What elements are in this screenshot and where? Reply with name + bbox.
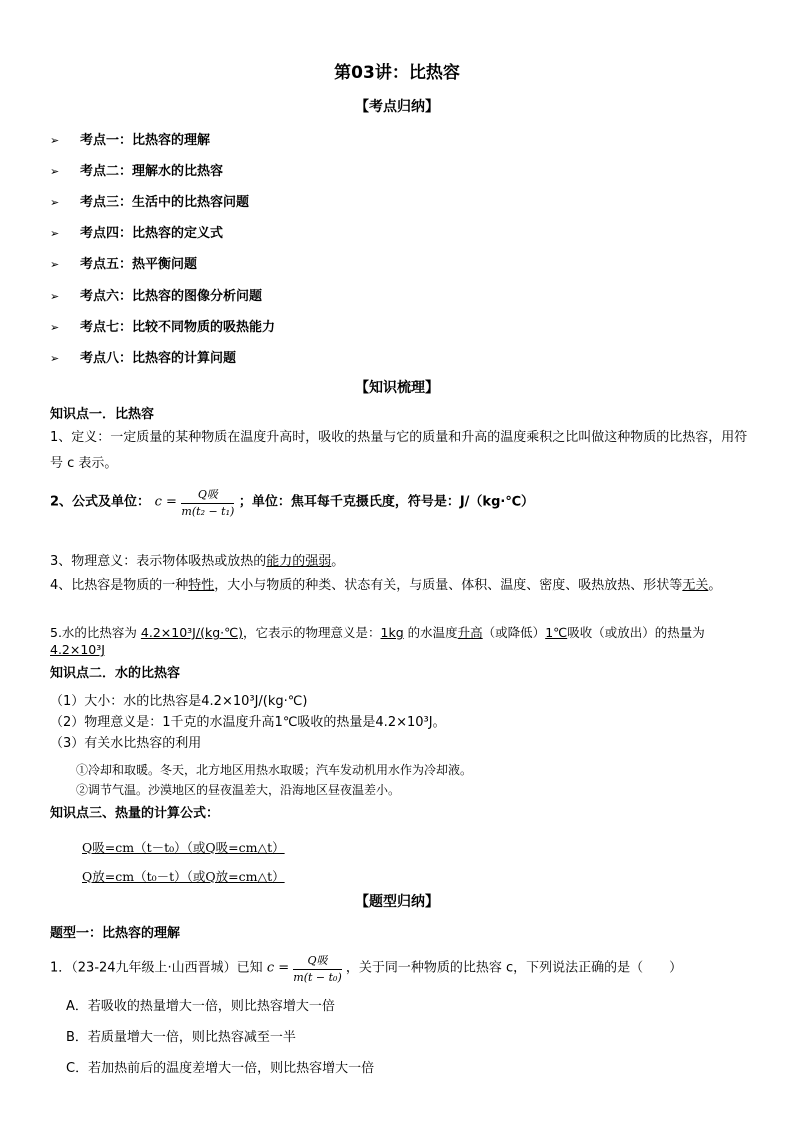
water-text-c: 的水温度 [403,625,458,640]
knowledge-point-2-heading: 知识点二．水的比热容 [50,666,181,681]
bullet-arrow-icon: ➢ [50,165,60,178]
question-1-numerator: Q吸 [293,952,341,970]
water-underlined-rise: 升高 [457,625,483,640]
water-meaning-line: （2）物理意义是：1千克的水温度升高1℃吸收的热量是4.2×10³J。 [50,715,446,730]
water-use-heading: （3）有关水比热容的利用 [50,736,202,751]
formula-line [50,486,534,518]
page-title: 第03讲：比热容 [334,63,460,83]
meaning-underlined: 能力的强弱 [266,554,332,569]
fraction-denominator: m(t₂ − t₁) [181,505,235,518]
kaodian-item-label: 考点五：热平衡问题 [80,257,198,272]
formula-unit: ；单位：焦耳每千克摄氏度，符号是：J/（kg·℃） [238,494,535,510]
bullet-arrow-icon: ➢ [50,352,60,365]
section-tixing-heading: 【题型归纳】 [355,894,439,910]
section-zhishi-heading: 【知识梳理】 [355,380,439,396]
question-1-denominator: m(t − t₀) [293,971,342,984]
water-underlined-degree: 1℃ [545,625,568,640]
bullet-arrow-icon: ➢ [50,227,60,240]
kaodian-item [50,285,262,304]
kaodian-item [50,191,249,210]
question-1 [50,952,682,984]
meaning-text: 3、物理意义：表示物体吸热或放热的 [50,554,267,569]
kaodian-item [50,253,197,272]
kaodian-item [50,160,223,179]
question-1-lhs: c = [266,960,290,976]
heat-released-formula: Q放=cm（t₀－t）（或Q放=cm△t） [82,869,285,884]
kaodian-item [50,129,210,148]
water-underlined-value: 4.2×10³J/(kg·℃) [140,625,244,640]
property-paragraph [50,575,750,597]
water-text-a: 5.水的比热容为 [50,625,141,640]
bullet-arrow-icon: ➢ [50,134,60,147]
question-type-1-heading: 题型一：比热容的理解 [50,926,181,941]
property-text-a: 4、比热容是物质的一种 [50,578,189,593]
question-1-fraction [293,952,341,984]
water-text-e: 吸收（或放出）的热量为 [567,625,705,640]
water-specific-heat-paragraph [50,624,750,658]
specific-heat-fraction [181,486,234,518]
bullet-arrow-icon: ➢ [50,290,60,303]
bullet-arrow-icon: ➢ [50,258,60,271]
property-underlined-irrelevant: 无关 [682,578,709,593]
knowledge-point-1-heading: 知识点一．比热容 [50,407,155,422]
kaodian-item [50,347,236,366]
water-underlined-mass: 1kg [380,625,404,640]
physical-meaning-line [50,550,344,569]
option-a: A．若吸收的热量增大一倍，则比热容增大一倍 [66,999,335,1014]
heat-absorbed-formula: Q吸=cm（t－t₀）（或Q吸=cm△t） [82,840,285,855]
property-underlined-trait: 特性 [188,578,215,593]
question-1-prefix: 1．（23-24九年级上·山西晋城）已知 [50,960,263,976]
meaning-end: 。 [331,554,345,569]
bullet-arrow-icon: ➢ [50,196,60,209]
water-text-b: ，它表示的物理意义是： [243,625,381,640]
kaodian-item-label: 考点七：比较不同物质的吸热能力 [80,320,276,335]
kaodian-item-label: 考点八：比热容的计算问题 [80,351,237,366]
kaodian-item-label: 考点二：理解水的比热容 [80,164,224,179]
knowledge-point-3-heading: 知识点三、热量的计算公式： [50,806,220,821]
formula-label: 2、公式及单位： [50,494,151,510]
water-size-line: （1）大小：水的比热容是4.2×10³J/(kg·℃) [50,694,308,709]
property-text-b: ，大小与物质的种类、状态有关，与质量、体积、温度、密度、吸热放热、形状等 [214,578,683,593]
kaodian-item-label: 考点四：比热容的定义式 [80,226,224,241]
definition-paragraph: 1、定义：一定质量的某种物质在温度升高时，吸收的热量与它的质量和升高的温度乘积之比叫做这种物质的比热容，用符号 c 表示。 [50,430,748,471]
section-kaodian-heading: 【考点归纳】 [355,99,439,115]
kaodian-item [50,222,223,241]
bullet-arrow-icon: ➢ [50,321,60,334]
kaodian-item-label: 考点三：生活中的比热容问题 [80,195,250,210]
kaodian-item-label: 考点六：比热容的图像分析问题 [80,289,263,304]
kaodian-item-label: 考点一：比热容的理解 [80,133,211,148]
formula-lhs: c = [154,494,177,510]
question-1-stem: ，关于同一种物质的比热容 c，下列说法正确的是（ ） [345,960,683,976]
fraction-numerator: Q吸 [181,486,234,504]
kaodian-item [50,316,275,335]
water-text-d: （或降低） [482,625,546,640]
water-use-climate: ②调节气温。沙漠地区的昼夜温差大，沿海地区昼夜温差小。 [76,783,401,797]
option-c: C．若加热前后的温度差增大一倍，则比热容增大一倍 [66,1061,375,1076]
option-b: B．若质量增大一倍，则比热容减至一半 [66,1030,296,1045]
property-text-c: 。 [708,578,722,593]
water-underlined-heat: 4.2×10³J [50,642,105,657]
water-use-cooling: ①冷却和取暖。冬天，北方地区用热水取暖；汽车发动机用水作为冷却液。 [76,763,473,777]
